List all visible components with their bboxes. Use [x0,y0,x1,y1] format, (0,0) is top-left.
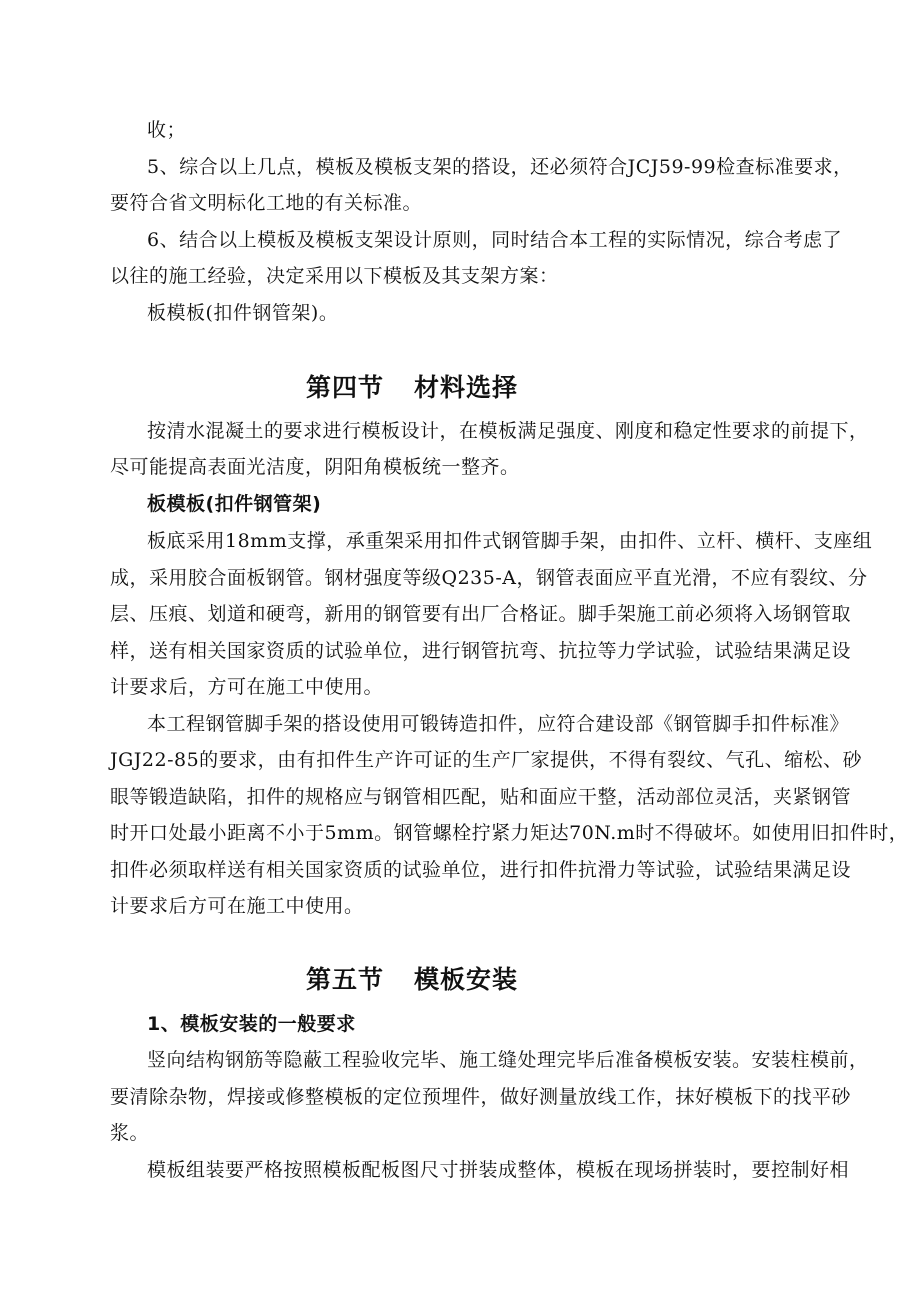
section-4-heading-title: 材料选择 [414,373,519,402]
intro-line-5: 以往的施工经验，决定采用以下模板及其支架方案： [110,265,559,287]
section-4-heading [306,372,518,404]
intro-line-3: 要符合省文明标化工地的有关标准。 [110,192,423,214]
section-5-heading-title: 模板安装 [414,965,519,994]
section-5-subheading: 1、模板安装的一般要求 [147,1013,356,1035]
section-4-p3-line-6: 计要求后方可在施工中使用。 [110,895,364,917]
section-4-p2-line-3: 层、压痕、划道和硬弯，新用的钢管要有出厂合格证。脚手架施工前必须将入场钢管取 [110,603,852,625]
section-5-heading [306,964,518,996]
section-4-p2-line-5: 计要求后，方可在施工中使用。 [110,676,384,698]
section-5-p2-line-1: 模板组装要严格按照模板配板图尺寸拼装成整体，模板在现场拼装时，要控制好相 [147,1159,850,1181]
section-4-p3-line-1: 本工程钢管脚手架的搭设使用可锻铸造扣件，应符合建设部《钢管脚手扣件标准》 [147,713,850,735]
section-5-p1-line-2: 要清除杂物，焊接或修整模板的定位预埋件，做好测量放线工作，抹好模板下的找平砂 [110,1086,852,1108]
intro-line-1: 收； [147,119,187,141]
section-4-p1-line-2: 尽可能提高表面光洁度，阴阳角模板统一整齐。 [110,456,520,478]
section-4-p3-line-4: 时开口处最小距离不小于5mm。钢管螺栓拧紧力矩达70N.m时不得破坏。如使用旧扣件时， [110,822,909,844]
section-5-heading-number: 第五节 [306,965,385,994]
section-4-heading-number: 第四节 [306,373,385,402]
intro-line-2: 5、综合以上几点，模板及模板支架的搭设，还必须符合JCJ59-99检查标准要求， [147,156,853,178]
section-4-p3-line-5: 扣件必须取样送有相关国家资质的试验单位，进行扣件抗滑力等试验，试验结果满足设 [110,859,852,881]
intro-line-6: 板模板(扣件钢管架)。 [147,302,339,324]
intro-line-4: 6、结合以上模板及模板支架设计原则，同时结合本工程的实际情况，综合考虑了 [147,229,843,251]
section-4-p1-line-1: 按清水混凝土的要求进行模板设计，在模板满足强度、刚度和稳定性要求的前提下， [147,420,869,442]
section-5-p1-line-3: 浆。 [110,1122,150,1144]
section-4-p3-line-3: 眼等锻造缺陷，扣件的规格应与钢管相匹配，贴和面应干整，活动部位灵活，夹紧钢管 [110,786,852,808]
section-5-p1-line-1: 竖向结构钢筋等隐蔽工程验收完毕、施工缝处理完毕后准备模板安装。安装柱模前， [147,1049,869,1071]
section-4-p2-line-2: 成，采用胶合面板钢管。钢材强度等级Q235-A，钢管表面应平直光滑，不应有裂纹、分 [110,567,868,589]
section-4-p2-line-1: 板底采用18mm支撑，承重架采用扣件式钢管脚手架，由扣件、立杆、横杆、支座组 [147,530,873,552]
section-4-p2-line-4: 样，送有相关国家资质的试验单位，进行钢管抗弯、抗拉等力学试验，试验结果满足设 [110,640,852,662]
section-4-p3-line-2: JGJ22-85的要求，由有扣件生产许可证的生产厂家提供，不得有裂纹、气孔、缩松、砂 [110,749,863,771]
section-4-subheading: 板模板(扣件钢管架) [147,493,322,515]
